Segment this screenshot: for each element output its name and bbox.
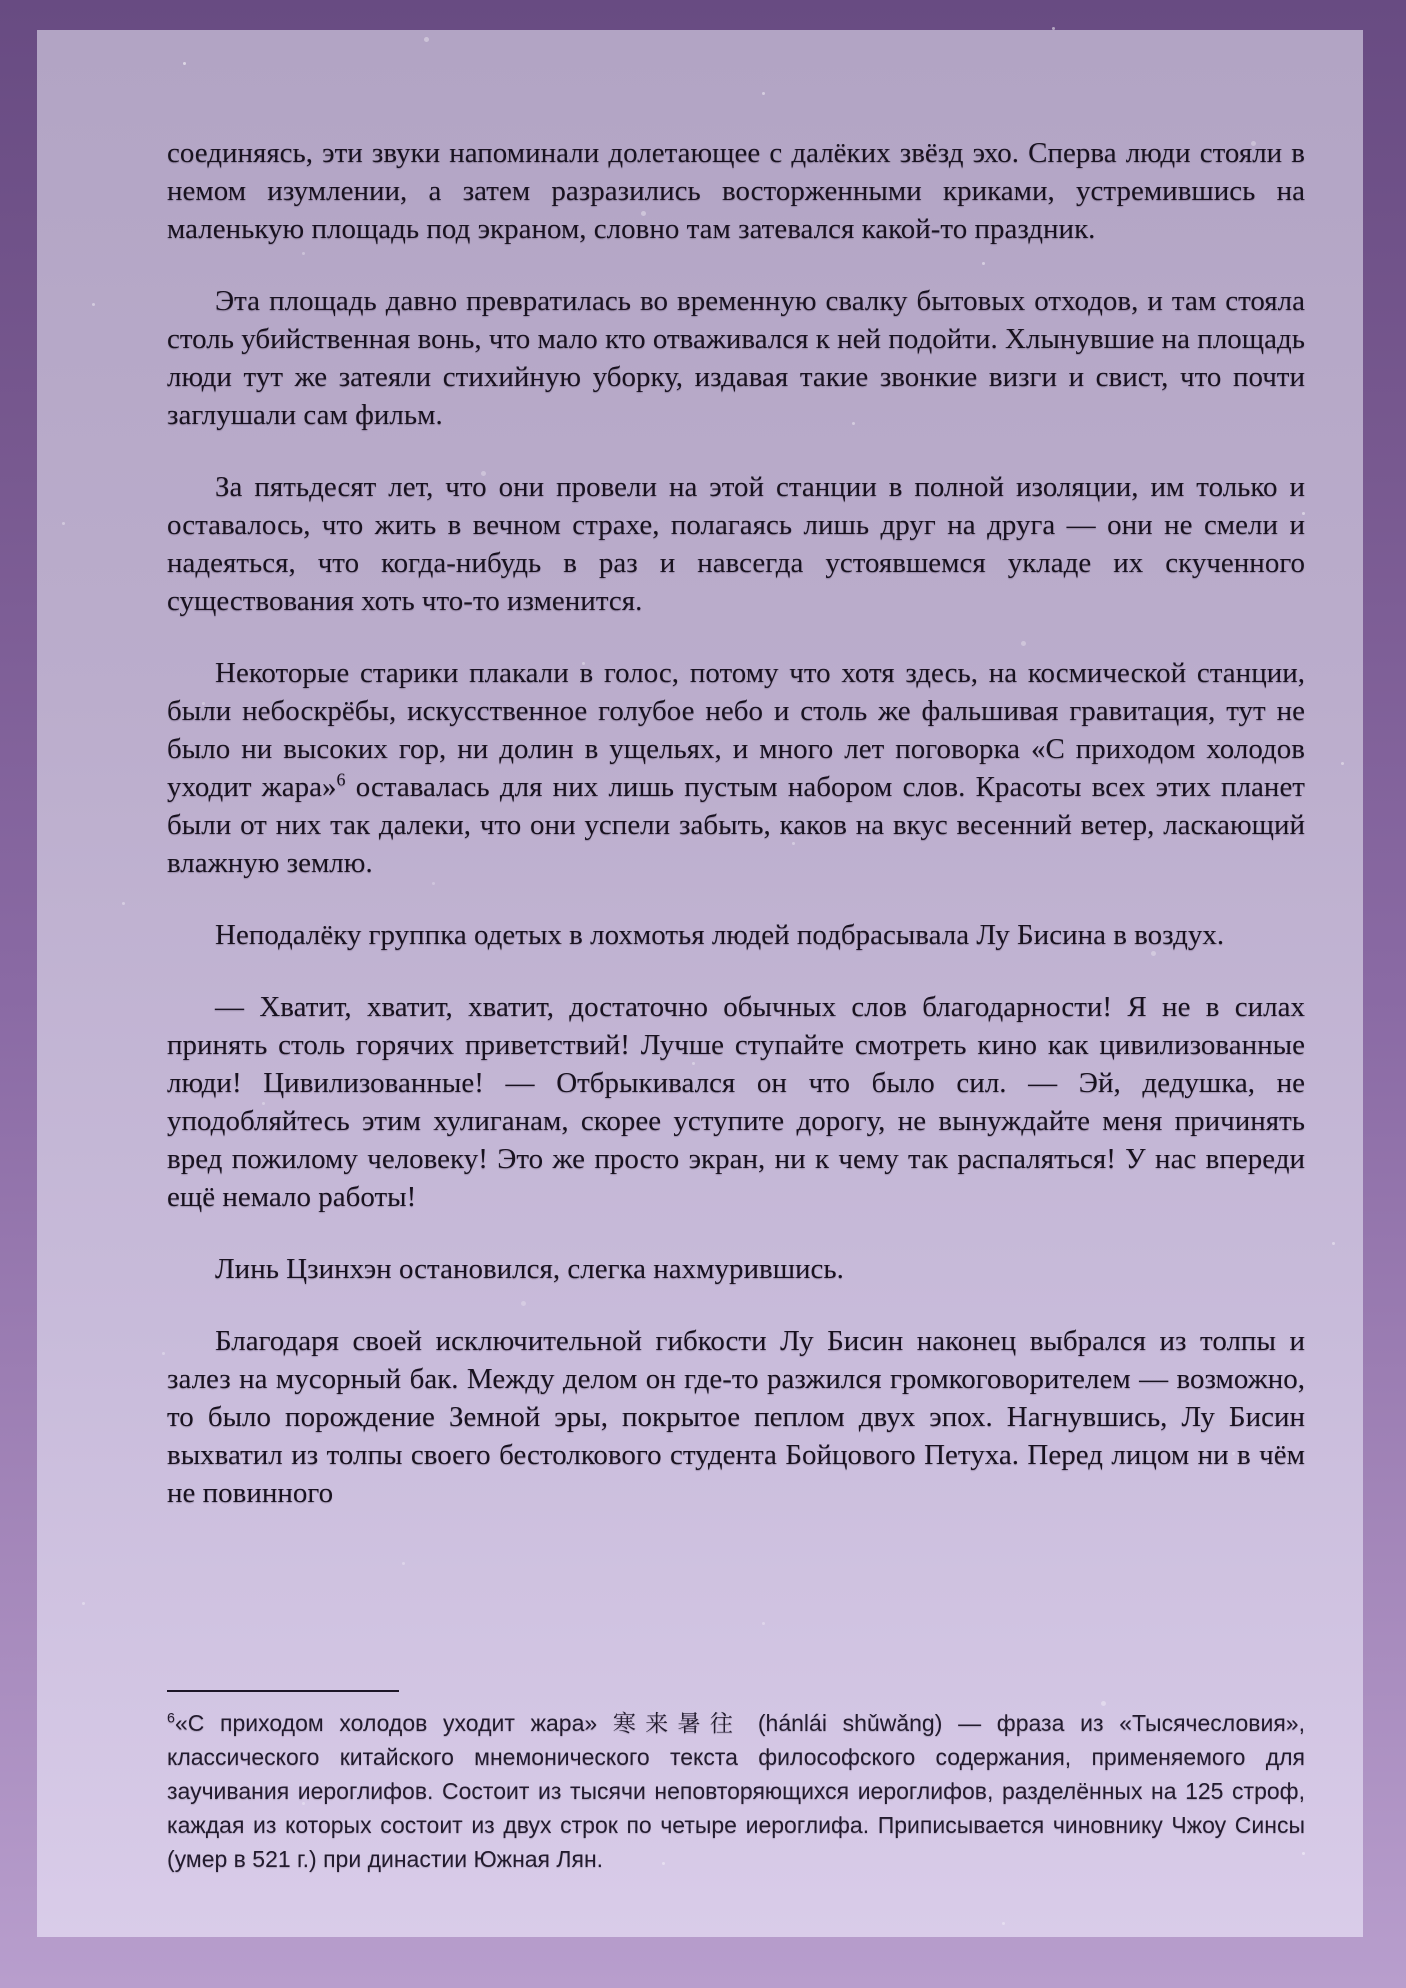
paragraph — [167, 654, 1305, 882]
paragraph: За пятьдесят лет, что они провели на этой станции в полной изоляции, им только и оставалось, что жить в вечном страхе, полагаясь лишь друг на друга — они не смели и надеяться, что когда-нибудь в раз и навсегда устоявшемся укладе их скученного существования хоть что-то изменится. — [167, 471, 1305, 617]
footnote-divider — [167, 1690, 399, 1692]
paragraph: — Хватит, хватит, хватит, достаточно обычных слов благодарности! Я не в силах принять столь горячих приветствий! Лучше ступайте смотреть кино как цивилизованные люди! Цивилизованные! — Отбрыкивался он что было сил. — Эй, дедушка, не уподобляйтесь этим хулиганам, скорее уступите дорогу, не вынуждайте меня причинять вред пожилому человеку! Это же просто экран, ни к чему так распаляться! У нас впереди ещё немало работы! — [167, 991, 1305, 1213]
paragraph: Неподалёку группка одетых в лохмотья людей подбрасывала Лу Бисина в воздух. — [215, 919, 1225, 951]
footnote-marker: 6 — [167, 1710, 175, 1727]
footnote-text: «С приходом холодов уходит жара» 寒来暑往 (hánlái shǔwǎng) — фраза из «Тысячесловия», классического китайского мнемонического текста философского содержания, применяемого для заучивания иероглифов. Состоит из тысячи неповторяющихся иероглифов, разделённых на 125 строф, каждая из которых состоит из двух строк по четыре иероглифа. Приписывается чиновнику Чжоу Синсы (умер в 521 г.) при династии Южная Лян. — [167, 1710, 1305, 1872]
footnote-text-block — [167, 1706, 1305, 1876]
paragraph-text: Некоторые старики плакали в голос, потому что хотя здесь, на космической станции, были небоскрёбы, искусственное голубое небо и столь же фальшивая гравитация, тут не было ни высоких гор, ни долин в ущельях, и много лет поговорка «С приходом холодов уходит жара» — [167, 657, 1305, 803]
paragraph-text: оставалась для них лишь пустым набором слов. Красоты всех этих планет были от них так далеки, что они успели забыть, каков на вкус весенний ветер, ласкающий влажную землю. — [167, 771, 1305, 879]
paragraph: Благодаря своей исключительной гибкости Лу Бисин наконец выбрался из толпы и залез на мусорный бак. Между делом он где-то разжился громкоговорителем — возможно, то было порождение Земной эры, покрытое пеплом двух эпох. Нагнувшись, Лу Бисин выхватил из толпы своего бестолкового студента Бойцового Петуха. Перед лицом ни в чём не повинного — [167, 1325, 1305, 1509]
book-page — [37, 30, 1363, 1937]
paragraph: Линь Цзинхэн остановился, слегка нахмурившись. — [215, 1253, 844, 1285]
footnote-reference-marker: 6 — [336, 769, 346, 790]
page-text — [167, 134, 1305, 1546]
paragraph: соединяясь, эти звуки напоминали долетающее с далёких звёзд эхо. Сперва люди стояли в немом изумлении, а затем разразились восторженными криками, устремившись на маленькую площадь под экраном, словно там затевался какой-то праздник. — [167, 137, 1305, 245]
paragraph: Эта площадь давно превратилась во временную свалку бытовых отходов, и там стояла столь убийственная вонь, что мало кто отваживался к ней подойти. Хлынувшие на площадь люди тут же затеяли стихийную уборку, издавая такие звонкие визги и свист, что почти заглушали сам фильм. — [167, 285, 1305, 431]
footnote — [167, 1690, 1305, 1876]
